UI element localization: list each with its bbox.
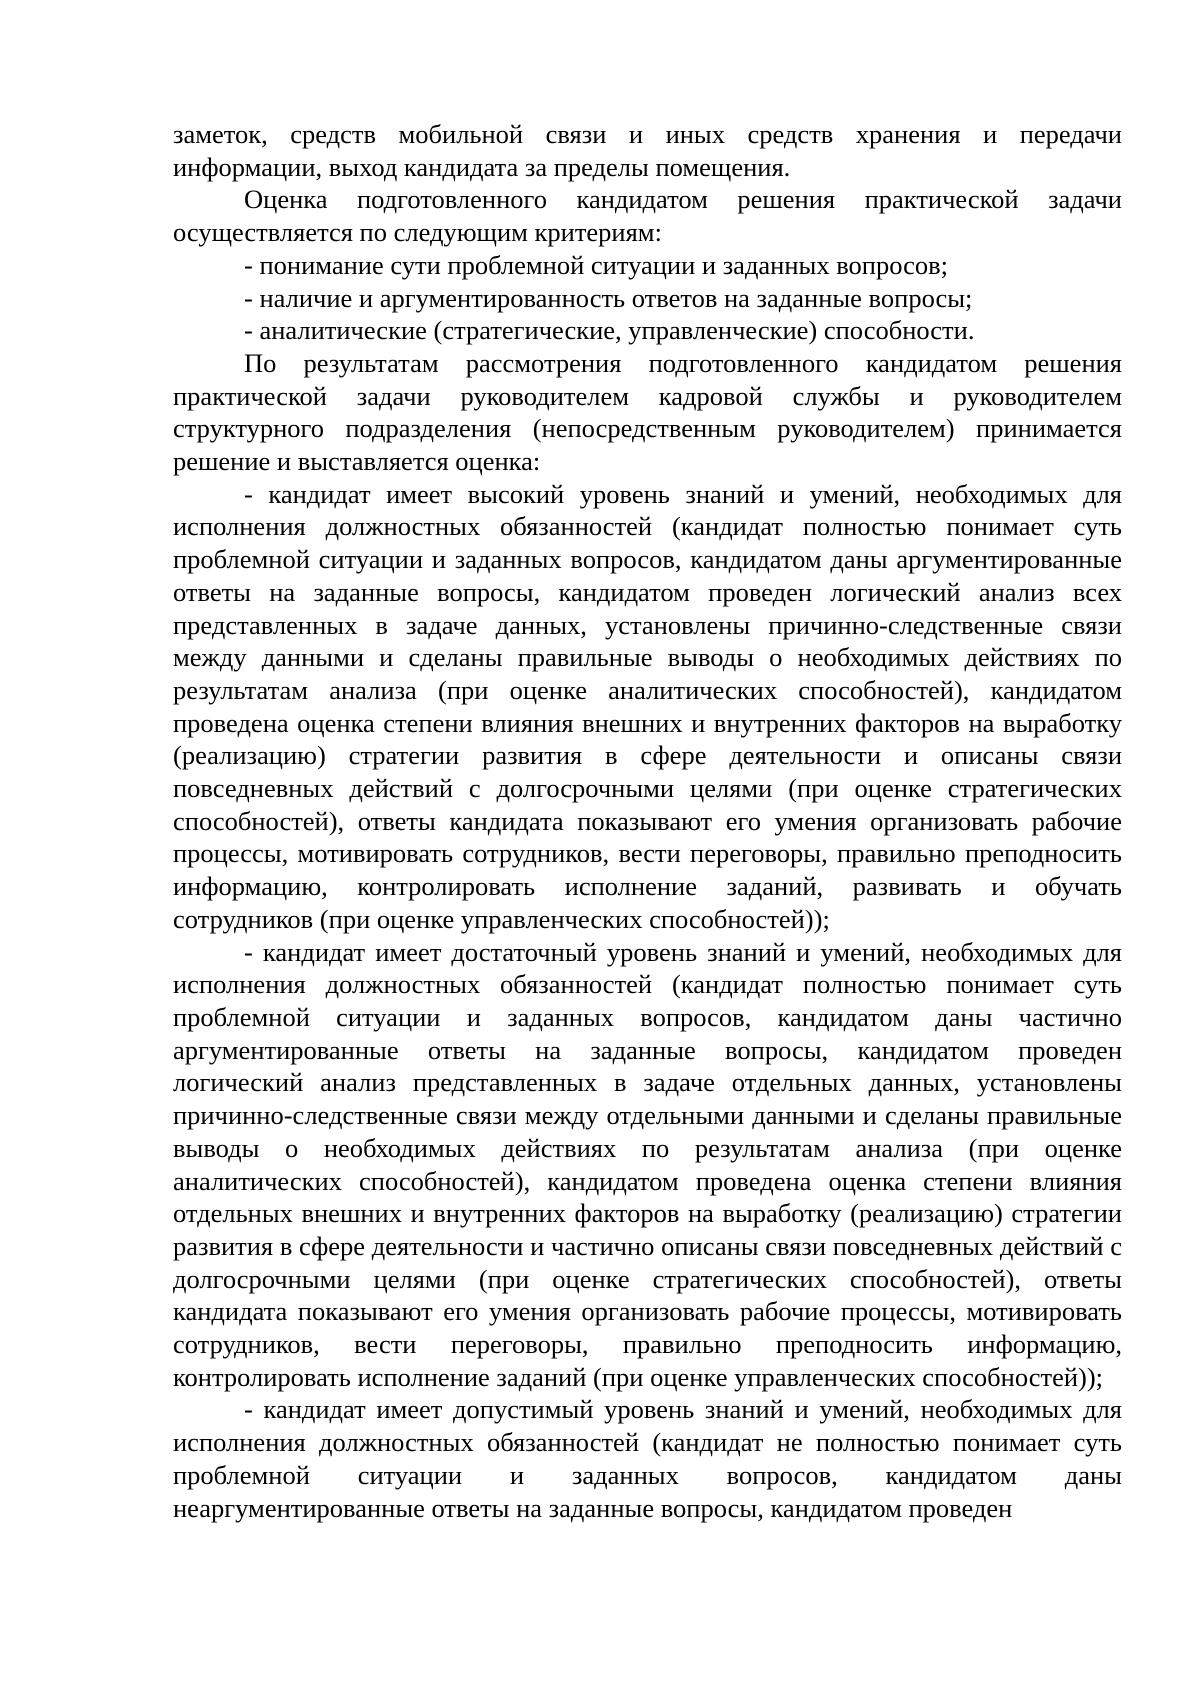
list-item-grade-sufficient: - кандидат имеет достаточный уровень знаний и умений, необходимых для исполнения должностных обязанностей (кандидат полностью понимает суть проблемной ситуации и заданных вопросов, кандидатом даны частично аргументированные ответы на заданные вопросы, кандидатом проведен логический анализ представленных в задаче отдельных данных, установлены причинно-следственные связи между отдельными данными и сделаны правильные выводы о необходимых действиях по результатам анализа (при оценке аналитических способностей), кандидатом проведена оценка степени влияния отдельных внешних и внутренних факторов на выработку (реализацию) стратегии развития в сфере деятельности и частично описаны связи повседневных действий с долгосрочными целями (при оценке стратегических способностей), ответы кандидата показывают его умения организовать рабочие процессы, мотивировать сотрудников, вести переговоры, правильно преподносить информацию, контролировать исполнение заданий (при оценке управленческих способностей));	[173, 936, 1122, 1392]
list-item-criterion: - понимание сути проблемной ситуации и заданных вопросов;	[244, 249, 949, 280]
list-item-criterion: - наличие и аргументированность ответов на заданные вопросы;	[244, 282, 973, 313]
list-item-grade-acceptable: - кандидат имеет допустимый уровень знаний и умений, необходимых для исполнения должностных обязанностей (кандидат не полностью понимает суть проблемной ситуации и заданных вопросов, кандидатом даны неаргументированные ответы на заданные вопросы, кандидатом проведен	[173, 1394, 1122, 1523]
list-item-criterion: - аналитические (стратегические, управленческие) способности.	[244, 315, 975, 346]
paragraph-continuation: заметок, средств мобильной связи и иных средств хранения и передачи информации, выход кандидата за пределы помещения.	[173, 119, 1122, 182]
document-page	[173, 118, 1122, 1524]
paragraph-decision-intro: По результатам рассмотрения подготовленного кандидатом решения практической задачи руководителем кадровой службы и руководителем структурного подразделения (непосредственным руководителем) принимается решение и выставляется оценка:	[173, 347, 1122, 477]
list-item-grade-high: - кандидат имеет высокий уровень знаний и умений, необходимых для исполнения должностных обязанностей (кандидат полностью понимает суть проблемной ситуации и заданных вопросов, кандидатом даны аргументированные ответы на заданные вопросы, кандидатом проведен логический анализ всех представленных в задаче данных, установлены причинно-следственные связи между данными и сделаны правильные выводы о необходимых действиях по результатам анализа (при оценке аналитических способностей), кандидатом проведена оценка степени влияния внешних и внутренних факторов на выработку (реализацию) стратегии развития в сфере деятельности и описаны связи повседневных действий с долгосрочными целями (при оценке стратегических способностей), ответы кандидата показывают его умения организовать рабочие процессы, мотивировать сотрудников, вести переговоры, правильно преподносить информацию, контролировать исполнение заданий, развивать и обучать сотрудников (при оценке управленческих способностей));	[173, 478, 1122, 934]
paragraph-criteria-intro: Оценка подготовленного кандидатом решения практической задачи осуществляется по следующим критериям:	[173, 184, 1122, 248]
